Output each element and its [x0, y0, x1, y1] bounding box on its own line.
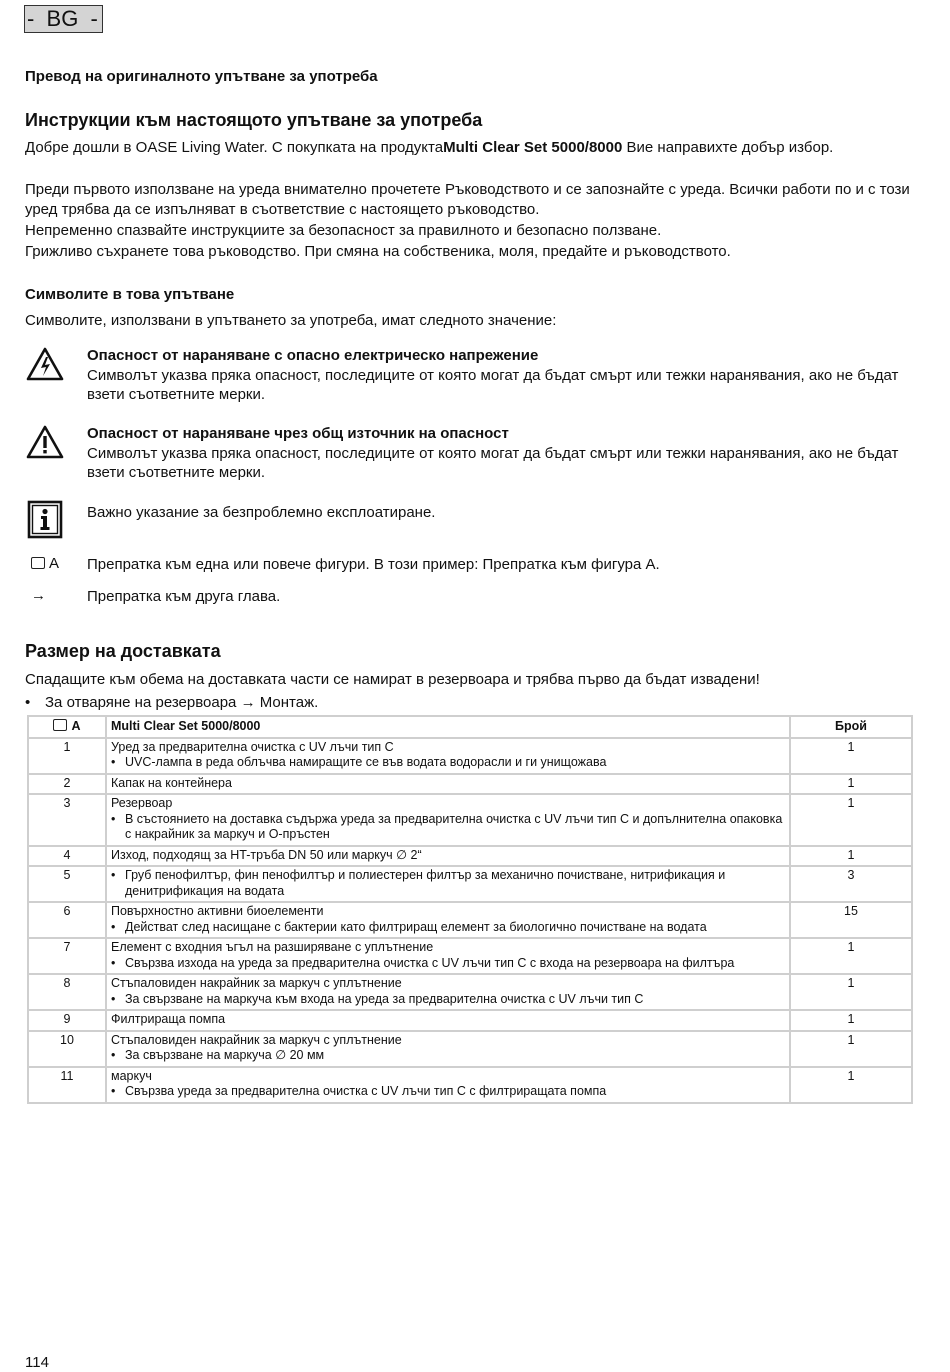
symbol-title: Опасност от нараняване чрез общ източник на опасност [87, 425, 509, 442]
row-number: 4 [28, 846, 106, 867]
table-row [28, 1010, 912, 1031]
row-count: 3 [790, 866, 912, 902]
language-badge: - BG - [24, 5, 103, 33]
table-row [28, 846, 912, 867]
row-number: 3 [28, 794, 106, 846]
arrow-right-icon: → [240, 694, 256, 711]
column-header-figure: A [28, 716, 106, 738]
row-count: 1 [790, 1031, 912, 1067]
row-description [106, 738, 790, 774]
table-row [28, 902, 912, 938]
welcome-paragraph [25, 138, 915, 158]
table-row [28, 738, 912, 774]
part-note: • За свързване на маркуча към входа на уреда за предварителна очистка с UV лъчи тип C [111, 992, 785, 1008]
symbol-description: Важно указание за безпроблемно експлоатиране. [87, 504, 436, 521]
delivery-bullet: • За отваряне на резервоара → Монтаж. [25, 694, 319, 711]
read-manual-paragraph: Преди първото използване на уреда внимателно прочетете Ръководството и се запознайте с уреда. Всички работи по и с този уред трябва да се изпълняват в съответствие с настоящето ръководство. [25, 181, 910, 218]
table-row [28, 1067, 912, 1103]
general-hazard-icon [25, 424, 65, 460]
figure-reference-icon [53, 719, 67, 731]
part-name: Стъпаловиден накрайник за маркуч с уплътнение [111, 1032, 402, 1047]
row-count: 1 [790, 794, 912, 846]
part-name: Повърхностно активни биоелементи [111, 904, 324, 918]
delivery-heading: Размер на доставката [25, 641, 221, 661]
symbol-description: Символът указва пряка опасност, последиците от която могат да бъдат смърт или тежки наранявания, ако не бъдат взети съответните мерки. [87, 366, 899, 403]
symbols-heading: Символите в това упътване [25, 286, 235, 303]
row-description [106, 866, 790, 902]
part-name: Филтрираща помпа [111, 1012, 226, 1026]
delivery-intro: Спадащите към обема на доставката части се намират в резервоара и трябва първо да бъдат извадени! [25, 671, 760, 688]
row-description [106, 1031, 790, 1067]
row-count: 15 [790, 902, 912, 938]
column-header-name: Multi Clear Set 5000/8000 [106, 716, 790, 738]
row-description [106, 1067, 790, 1103]
table-row [28, 938, 912, 974]
welcome-text: Добре дошли в OASE Living Water. С покупката на продукта [25, 139, 444, 156]
row-description [106, 902, 790, 938]
part-note: • Груб пенофилтър, фин пенофилтър и полиестерен филтър за механично почистване, нитрификация и денитрификация на водата [111, 868, 785, 899]
row-count: 1 [790, 774, 912, 795]
column-header-count: Брой [790, 716, 912, 738]
part-note: • UVC-лампа в реда облъчва намиращите се във водата водорасли и ги унищожава [111, 755, 785, 771]
part-name: Елемент с входния ъгъл на разширяване с уплътнение [111, 940, 434, 954]
row-count: 1 [790, 974, 912, 1010]
row-number: 6 [28, 902, 106, 938]
instructions-heading: Инструкции към настоящото упътване за употреба [25, 110, 483, 130]
table-row [28, 794, 912, 846]
row-description [106, 774, 790, 795]
row-count: 1 [790, 1067, 912, 1103]
welcome-text-end: Вие направихте добър избор. [622, 139, 834, 156]
document-subtitle: Превод на оригиналното упътване за употреба [25, 68, 378, 85]
symbol-description: Препратка към една или повече фигури. В този пример: Препратка към фигура A. [87, 556, 660, 573]
row-number: 8 [28, 974, 106, 1010]
row-number: 11 [28, 1067, 106, 1103]
row-number: 1 [28, 738, 106, 774]
arrow-right-icon: → [31, 587, 46, 604]
symbol-description: Символът указва пряка опасност, последиците от която могат да бъдат смърт или тежки наранявания, ако не бъдат взети съответните мерки. [87, 444, 899, 481]
row-count: 1 [790, 1010, 912, 1031]
symbol-title: Опасност от нараняване с опасно електрическо напрежение [87, 347, 539, 364]
row-description [106, 938, 790, 974]
page-number: 114 [25, 1354, 49, 1371]
row-number: 9 [28, 1010, 106, 1031]
keep-manual-paragraph: Грижливо съхранете това ръководство. При смяна на собственика, моля, предайте и ръководството. [25, 243, 731, 260]
electric-hazard-icon [25, 346, 65, 382]
part-note: • Свързва изхода на уреда за предварителна очистка с UV лъчи тип C с входа на резервоара на филтъра [111, 956, 785, 972]
part-note: • В състоянието на доставка съдържа уреда за предварителна очистка с UV лъчи тип C и допълнителна опаковка с накрайник за маркуч и О-пръстен [111, 812, 785, 843]
safety-paragraph: Непременно спазвайте инструкциите за безопасност за правилното и безопасно ползване. [25, 222, 662, 239]
part-note: • Действат след насищане с бактерии като филтриращ елемент за биологично почистване на водата [111, 920, 785, 936]
part-name: Резервоар [111, 796, 173, 810]
info-icon [25, 500, 65, 540]
product-name: Multi Clear Set 5000/8000 [443, 139, 623, 156]
part-name: Стъпаловиден накрайник за маркуч с уплътнение [111, 976, 402, 990]
part-name: Изход, подходящ за HT-тръба DN 50 или маркуч ∅ 2“ [111, 847, 422, 862]
symbols-intro: Символите, използвани в упътването за употреба, имат следното значение: [25, 312, 557, 329]
row-description [106, 1010, 790, 1031]
row-count: 1 [790, 738, 912, 774]
row-description [106, 794, 790, 846]
row-count: 1 [790, 846, 912, 867]
table-row [28, 974, 912, 1010]
row-number: 10 [28, 1031, 106, 1067]
part-note: • За свързване на маркуча ∅ 20 мм [111, 1048, 785, 1064]
part-note: • Свързва уреда за предварителна очистка с UV лъчи тип C с филтриращата помпа [111, 1084, 785, 1100]
symbol-description: Препратка към друга глава. [87, 588, 281, 605]
row-number: 2 [28, 774, 106, 795]
row-number: 5 [28, 866, 106, 902]
figure-reference-icon: A [31, 555, 59, 572]
delivery-table [27, 715, 913, 1104]
row-description [106, 846, 790, 867]
row-description [106, 974, 790, 1010]
part-name: Уред за предварителна очистка с UV лъчи тип C [111, 739, 394, 754]
table-row [28, 1031, 912, 1067]
part-name: маркуч [111, 1068, 152, 1083]
row-count: 1 [790, 938, 912, 974]
part-name: Капак на контейнера [111, 775, 232, 790]
table-row [28, 866, 912, 902]
table-header-row [28, 716, 912, 738]
table-row [28, 774, 912, 795]
row-number: 7 [28, 938, 106, 974]
